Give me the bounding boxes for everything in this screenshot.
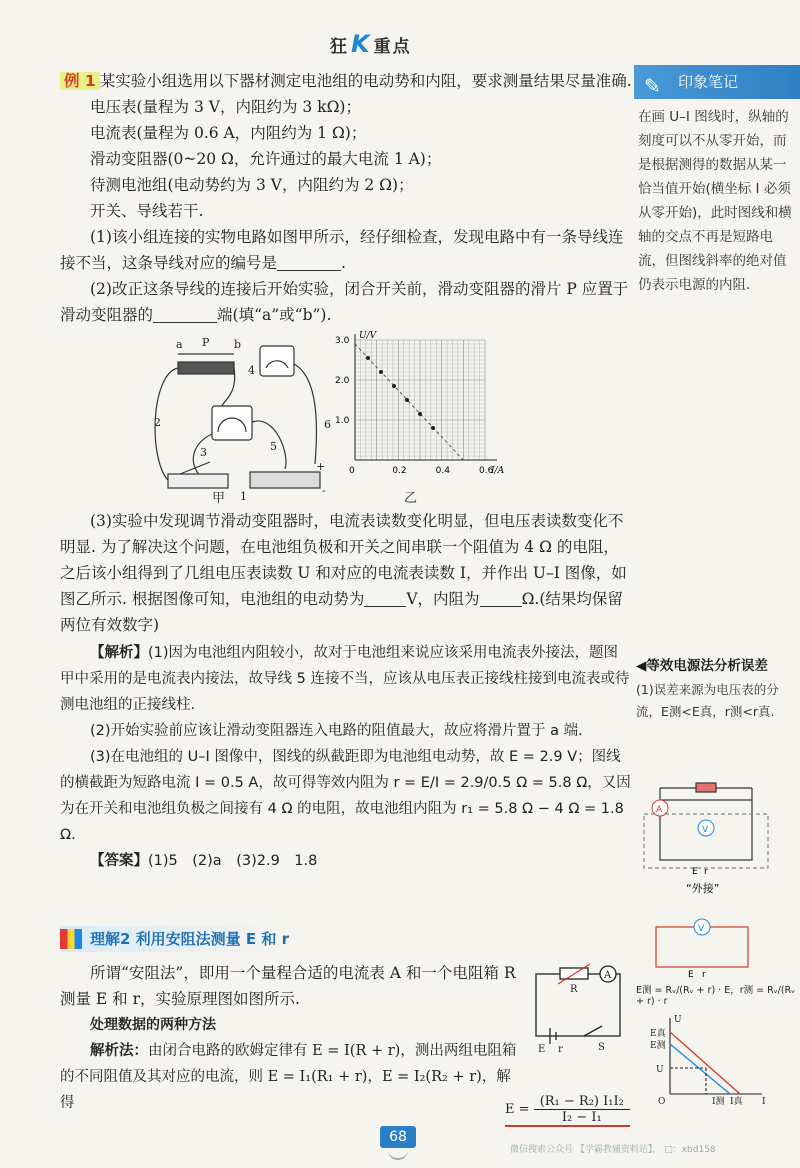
x-tick-label: 0.4 — [435, 466, 450, 476]
fig-label: b — [234, 338, 242, 351]
figure-yi-caption: 乙 — [404, 491, 418, 506]
answer-blank — [153, 305, 217, 323]
section-2-number: 理解2 — [90, 930, 131, 948]
diagram-label: A — [656, 805, 663, 815]
fig-label: - — [322, 484, 326, 497]
sidebar-header — [634, 65, 800, 99]
data-point — [366, 356, 370, 360]
equivalent-equation: E测 = Rᵥ/(Rᵥ + r) · E，r测 = Rᵥ/(Rᵥ + r) · r — [636, 985, 796, 1007]
equipment-item: 开关、导线若干. — [90, 202, 204, 220]
x-tick-label: 0.2 — [392, 466, 407, 476]
fig-label: 2 — [154, 416, 161, 429]
figure-yi-chart — [325, 328, 515, 496]
answer-tag: 【答案】 — [90, 853, 148, 869]
y-tick-label: 1.0 — [335, 416, 350, 426]
figures-row — [60, 328, 632, 508]
graph-label: I真 — [730, 1097, 743, 1107]
question-3-mid: V，内阻为 — [406, 590, 480, 608]
fig-label: 1 — [240, 490, 247, 503]
section-2-method-tag: 解析法： — [90, 1043, 148, 1059]
equipment-item: 待测电池组(电动势约为 3 V，内阻约为 2 Ω)； — [90, 176, 414, 194]
section-2-body — [60, 960, 520, 1116]
fig-label: P — [202, 336, 210, 349]
circuit-label: A — [604, 970, 612, 981]
equivalent-source-diagram — [640, 905, 800, 980]
section-2-label — [90, 928, 289, 949]
y-tick-label: 3.0 — [335, 336, 350, 346]
external-label: “外接” — [686, 882, 720, 895]
fig-label: a — [176, 338, 183, 351]
book-icon — [60, 929, 82, 949]
section-2-title: 利用安阻法测量 E 和 r — [135, 930, 289, 948]
x-axis-label: I/A — [491, 466, 505, 476]
sidebar-error-section — [636, 655, 800, 723]
equipment-item: 电压表(量程为 3 V，内阻约为 3 kΩ)； — [90, 98, 361, 116]
ui-comparison-graph — [650, 1012, 770, 1108]
analysis-block — [60, 640, 632, 874]
header-title — [330, 30, 412, 58]
sidebar-section-title: ◀等效电源法分析误差 — [636, 658, 768, 674]
y-tick-label: 2.0 — [335, 376, 350, 386]
fig-label: 4 — [248, 364, 255, 377]
diagram-label: V — [698, 924, 705, 934]
analysis-p3: (3)在电池组的 U–I 图像中，图线的纵截距即为电池组电动势，故 E = 2.9 V；图线的横截距为短路电流 I = 0.5 A，故可得等效内阻为 r = E/I = 2.9/0.5 Ω = 5.8 Ω，又因为在开关和电池组负极之间接有 4 Ω 的电阻，故电池组内阻为 r₁ = 5.8 Ω − 4 Ω = 1.8 Ω. — [60, 749, 631, 843]
section-2-p1: 所谓“安阻法”，即用一个量程合适的电流表 A 和一个电阻箱 R 测量 E 和 r，实验原理图如图所示. — [60, 964, 516, 1008]
diagram-label: E — [688, 970, 694, 980]
example-tag: 例 1 — [60, 72, 100, 90]
fig-label: 3 — [200, 446, 207, 459]
question-2 — [60, 276, 632, 328]
graph-label: U — [674, 1015, 682, 1025]
fig-label: 6 — [324, 418, 331, 431]
diagram-label: r — [702, 970, 706, 980]
equipment-item: 电流表(量程为 0.6 A，内阻约为 1 Ω)； — [90, 124, 367, 142]
external-connection-diagram — [640, 770, 800, 900]
sidebar — [634, 65, 800, 297]
circuit-label: E — [538, 1044, 546, 1054]
data-point — [418, 412, 422, 416]
question-2-text: (2)改正这条导线的连接后开始实验，闭合开关前，滑动变阻器的滑片 P 应置于滑动变阻器的 — [60, 280, 629, 324]
x-tick-label: 0 — [349, 466, 355, 476]
header-title-k: K — [351, 30, 372, 58]
answer-blank — [277, 253, 341, 271]
analysis-tag: 【解析】 — [90, 645, 148, 661]
formula-denominator: I₂ − I₁ — [561, 1110, 602, 1125]
data-point — [405, 398, 409, 402]
chart-grid — [355, 340, 485, 460]
main-content — [60, 68, 632, 874]
watermark: 微信搜索公众号 【学霸教辅资料站】， □：xbd158 — [510, 1145, 716, 1155]
example-stem-text: 某实验小组选用以下器材测定电池组的电动势和内阻，要求测量结果尽量准确. — [99, 72, 632, 90]
data-point — [431, 426, 435, 430]
fig-label: + — [316, 460, 326, 473]
diagram-label: E — [692, 867, 698, 877]
bird-icon — [388, 1150, 408, 1160]
chart-axes — [355, 334, 497, 460]
example-stem — [60, 68, 632, 94]
section-2-p2: 由闭合电路的欧姆定律有 E = I(R + r)，测出两组电阻箱的不同阻值及其对应的电流，则 E = I₁(R₁ + r)，E = I₂(R₂ + r)，解得 — [60, 1043, 517, 1111]
circuit-label: R — [570, 984, 578, 995]
circuit-label: r — [558, 1044, 563, 1054]
question-3-text: (3)实验中发现调节滑动变阻器时，电流表读数变化明显，但电压表读数变化不明显. 为了解决这个问题，在电池组负极和开关之间串联一个阻值为 4 Ω 的电阻，之后该小组得到了几组电压表读数 U 和对应的电流表读数 I，并作出 U–I 图像，如图乙所示. 根据图像可知，电池组的电动势为 — [60, 512, 627, 608]
rheostat — [178, 362, 234, 374]
formula-numerator: (R₁ − R₂) I₁I₂ — [534, 1094, 630, 1110]
question-2-tail: 端(填“a”或“b”). — [217, 306, 332, 324]
voltmeter — [212, 406, 252, 440]
page-header — [0, 0, 800, 60]
equipment-item: 滑动变阻器(0~20 Ω，允许通过的最大电流 1 A)； — [90, 150, 442, 168]
graph-label: O — [658, 1097, 666, 1107]
answer-blank — [364, 589, 406, 607]
question-1-text: (1)该小组连接的实物电路如图甲所示，经仔细检查，发现电路中有一条导线连接不当，这条导线对应的编号是 — [60, 228, 624, 272]
graph-label: I — [762, 1097, 766, 1107]
question-3 — [60, 508, 632, 638]
sidebar-section-text: (1)误差来源为电压表的分流，E测<E真，r测<r真. — [636, 682, 779, 719]
question-3-tail: Ω.(结果均保留两位有效数字) — [60, 590, 623, 634]
graph-label: E测 — [650, 1041, 666, 1051]
diagram-label: V — [702, 825, 709, 835]
fig-label: 5 — [270, 440, 277, 453]
battery-pack — [250, 472, 320, 488]
data-point — [392, 384, 396, 388]
sidebar-note: 在画 U–I 图线时，纵轴的刻度可以不从零开始，而是根据测得的数据从某一恰当值开始(横坐标 I 必须从零开始)，此时图线和横轴的交点不再是短路电流，但图线斜率的绝对值仍表示电源的内阻. — [638, 109, 792, 293]
graph-label: I测 — [712, 1097, 725, 1107]
analysis-p2: (2)开始实验前应该让滑动变阻器连入电路的阻值最大，故应将滑片置于 a 端. — [90, 723, 583, 739]
analysis-p1: (1)因为电池组内阻较小，故对于电池组来说应该采用电流表外接法，题图甲中采用的是电流表内接法，故导线 5 连接不当，应该从电压表正接线柱接到电流表或待测电池组的正接线柱. — [60, 645, 630, 713]
question-1: (1)该小组连接的实物电路如图甲所示，经仔细检查，发现电路中有一条导线连接不当，这条导线对应的编号是 . — [60, 228, 624, 272]
formula-box — [505, 1094, 630, 1127]
x-tick-label: 0.6 — [479, 466, 494, 476]
sidebar-title: 印象笔记 — [678, 73, 739, 91]
diagram-label: r — [704, 867, 708, 877]
ammeter-resistor-circuit — [530, 962, 630, 1054]
formula-lhs: E = — [505, 1102, 530, 1117]
data-point — [379, 370, 383, 374]
graph-label: E真 — [650, 1029, 666, 1039]
notebook-icon: ✎ — [644, 74, 661, 98]
y-axis-label: U/V — [359, 331, 377, 341]
section-2-sub: 处理数据的两种方法 — [90, 1017, 216, 1033]
circuit-label: S — [598, 1042, 605, 1053]
page-number: 68 — [380, 1126, 416, 1148]
answer-text: (1)5 (2)a (3)2.9 1.8 — [148, 853, 318, 869]
header-title-left: 狂 — [330, 37, 349, 57]
answer-blank — [480, 589, 522, 607]
graph-label: U — [656, 1065, 664, 1075]
header-title-right: 重点 — [373, 37, 412, 57]
figure-jia-caption: 甲 — [212, 491, 226, 506]
